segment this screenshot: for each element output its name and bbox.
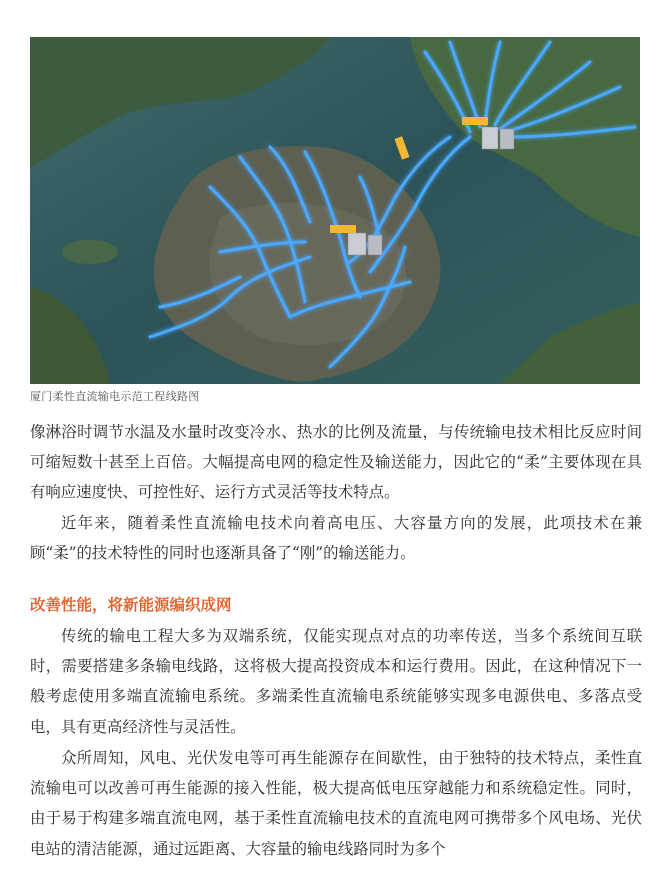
paragraph-3: 传统的输电工程大多为双端系统，仅能实现点对点的功率传送，当多个系统间互联时，需要搭建多条输电线路，这将极大提高投资成本和运行费用。因此，在这种情况下一般考虑使用多端直流输电系统。多端柔性直流输电系统能够实现多电源供电、多落点受电，具有更高经济性与灵活性。 (30, 627, 642, 736)
paragraph-2: 近年来，随着柔性直流输电技术向着高电压、大容量方向的发展，此项技术在兼顾“柔”的技术特性的同时也逐渐具备了“刚”的输送能力。 (30, 514, 642, 563)
paragraph-4: 众所周知，风电、光伏发电等可再生能源存在间歇性，由于独特的技术特点，柔性直流输电可以改善可再生能源的接入性能，极大提高低电压穿越能力和系统稳定性。同时，由于易于构建多端直流电网，基于柔性直流输电技术的直流电网可携带多个风电场、光伏电站的清洁能源，通过远距离、大容量的输电线路同时为多个 (30, 749, 642, 858)
satellite-map (30, 37, 640, 384)
paragraph-1: 像淋浴时调节水温及水量时改变冷水、热水的比例及流量，与传统输电技术相比反应时间可缩短数十甚至上百倍。大幅提高电网的稳定性及输送能力，因此它的“柔”主要体现在具有响应速度快、可控性好、运行方式灵活等技术特点。 (30, 423, 642, 502)
section-heading: 改善性能，将新能源编织成网 (30, 596, 232, 614)
route-map-image (30, 37, 640, 384)
figure-caption: 厦门柔性直流输电示范工程线路图 (30, 390, 200, 403)
